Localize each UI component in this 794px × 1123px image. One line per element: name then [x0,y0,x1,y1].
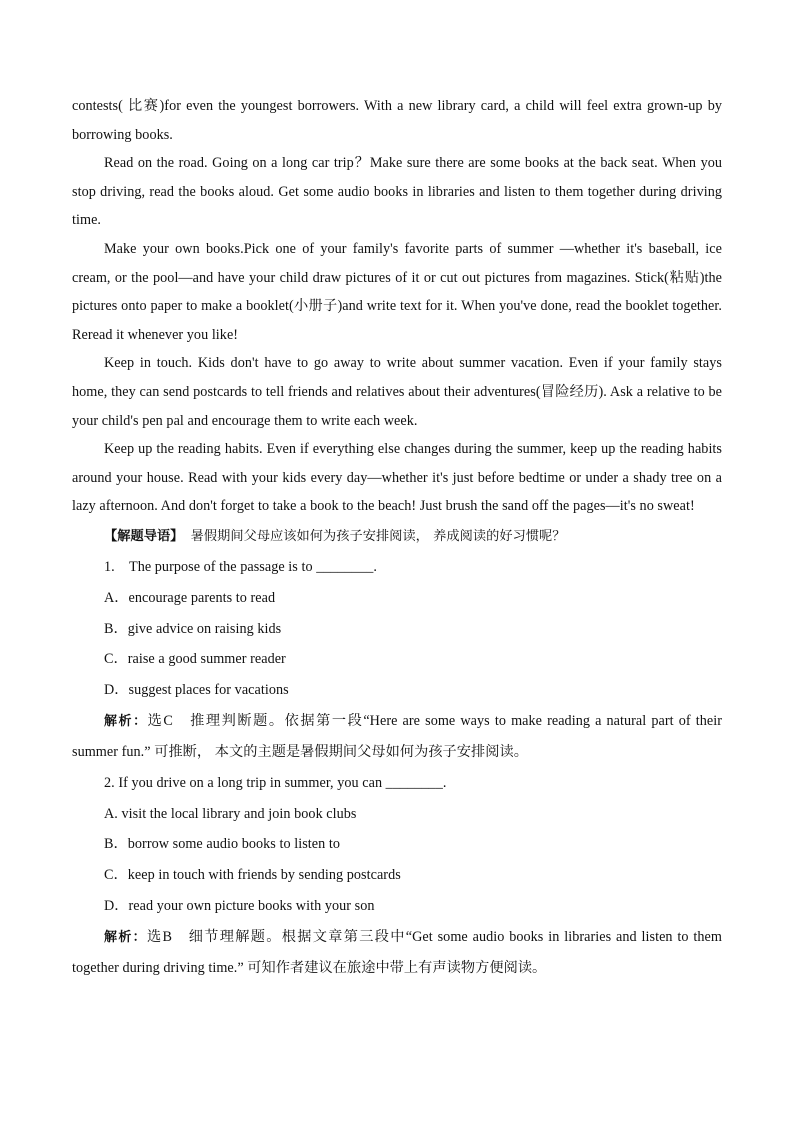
passage-paragraph-reading-habits: Keep up the reading habits. Even if everything else changes during the summer, keep up the reading habits around your house. Read with your kids every day—whether it's just before bedtime or under a shady tree on a lazy afternoon. And don't forget to take a book to the beach! Just brush the sand off the pages—it's no sweat! [72,441,722,515]
question-1-analysis-text: 选C 推理判断题。依据第一段“Here are some ways to make reading a natural part of their summer fun.” 可推断， 本文的主题是暑假期间父母如何为孩子安排阅读。 [72,712,722,760]
question-2-option-d: D．read your own picture books with your son [104,898,375,915]
question-2-analysis [72,922,722,984]
question-1-analysis [72,706,722,768]
question-2-option-c: C．keep in touch with friends by sending postcards [104,867,401,884]
passage-paragraph-0: contests( 比赛)for even the youngest borrowers. With a new library card, a child will feel extra grown-up by borrowing books. [72,98,722,143]
question-1-option-b: B．give advice on raising kids [104,620,282,637]
analysis-label: 解析： [104,929,147,945]
guide-label: 【解题导语】 [104,528,184,544]
question-2-analysis-text: 选B 细节理解题。根据文章第三段中“Get some audio books in libraries and listen to them together during driving time.” 可知作者建议在旅途中带上有声读物方便阅读。 [72,928,722,976]
analysis-label: 解析： [104,713,148,729]
question-1-stem: 1. The purpose of the passage is to ________. [104,558,377,575]
question-2-stem: 2. If you drive on a long trip in summer, you can ________. [104,774,447,791]
passage-paragraph-read-on-road: Read on the road. Going on a long car trip？Make sure there are some books at the back seat. When you stop driving, read the books aloud. Get some audio books in libraries and listen to them together during driving time. [72,155,722,229]
question-1-option-c: C．raise a good summer reader [104,651,286,668]
question-2-option-b: B．borrow some audio books to listen to [104,836,340,853]
guide-text: 暑假期间父母应该如何为孩子安排阅读， 养成阅读的好习惯呢？ [190,528,566,544]
question-1-option-d: D．suggest places for vacations [104,682,289,699]
passage-paragraph-make-books: Make your own books.Pick one of your family's favorite parts of summer —whether it's baseball, ice cream, or the pool—and have your child draw pictures of it or cut out pictures from magazines. Stick(粘贴)the pictures onto paper to make a booklet(小册子)and write text for it. When you've done, read the booklet together. Reread it whenever you like! [72,240,722,343]
passage-paragraph-keep-in-touch: Keep in touch. Kids don't have to go away to write about summer vacation. Even if your family stays home, they can send postcards to tell friends and relatives about their adventures(冒险经历). Ask a relative to be your child's pen pal and encourage them to write each week. [72,355,722,429]
question-1-option-a: A．encourage parents to read [104,589,276,606]
document-page [72,92,722,984]
question-guide [72,521,722,552]
question-2 [72,768,722,984]
question-2-option-a: A. visit the local library and join book clubs [104,805,357,822]
question-1 [72,552,722,768]
